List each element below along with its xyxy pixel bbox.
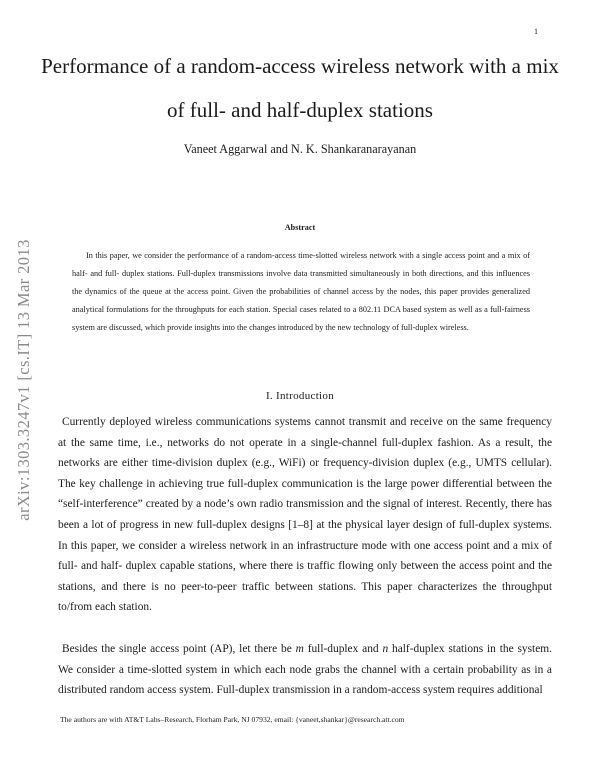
paragraph-2-part-1: Besides the single access point (AP), let there be [62, 643, 296, 655]
variable-m: m [295, 643, 304, 655]
arxiv-stamp-text: arXiv:1303.3247v1 [cs.IT] 13 Mar 2013 [14, 239, 33, 521]
abstract-heading: Abstract [284, 223, 316, 232]
paper-title: Performance of a random-access wireless network with a mix of full- and half-duplex stations [41, 54, 559, 122]
paragraph-2-part-2: full-duplex and [303, 643, 383, 655]
paragraph-2-part-3: half-duplex stations in the system. We consider a time-slotted system in which each node grabs the channel with a certain probability as in a distributed random access system. Full-duplex transmission in a random-access system requires additional [58, 643, 552, 697]
intro-paragraph-1: Currently deployed wireless communications systems cannot transmit and receive on the same frequency at the same time, i.e., networks do not operate in a single-channel full-duplex fashion. As a result, the networks are either time-division duplex (e.g., WiFi) or frequency-division duplex (e.g., UMTS cellular). The key challenge in achieving true full-duplex communication is the large power differential between the “self-interference” created by a node’s own radio transmission and the signal of interest. Recently, there has been a lot of progress in new full-duplex designs [1–8] at the physical layer design of full-duplex systems. In this paper, we consider a wireless network in an infrastructure mode with one access point and a mix of full- and half- duplex capable stations, where there is traffic flowing only between the access point and the stations, and there is no peer-to-peer traffic between stations. This paper characterizes the throughput to/from each station. [58, 416, 552, 614]
variable-n: n [382, 643, 389, 655]
authors: Vaneet Aggarwal and N. K. Shankaranarayanan [183, 142, 417, 156]
arxiv-stamp [8, 200, 40, 560]
page-number: 1 [534, 27, 538, 36]
footnote: The authors are with AT&T Labs–Research, Florham Park, NJ 07932, email: {vaneet,shankar}@research.att.com [60, 715, 405, 724]
abstract-text: In this paper, we consider the performance of a random-access time-slotted wireless network with a single access point and a mix of half- and full- duplex stations. Full-duplex transmissions involve data transmitted simultaneously in both directions, and this influences the dynamics of the queue at the access point. Given the probabilities of channel access by the nodes, this paper provides generalized analytical formulations for the throughputs for each station. Special cases related to a 802.11 DCA based system as well as a full-fairness system are discussed, which provide insights into the changes introduced by the new technology of full-duplex wireless. [72, 251, 530, 333]
section-heading: I. Introduction [265, 390, 335, 402]
intro-paragraph-2 [58, 639, 552, 701]
